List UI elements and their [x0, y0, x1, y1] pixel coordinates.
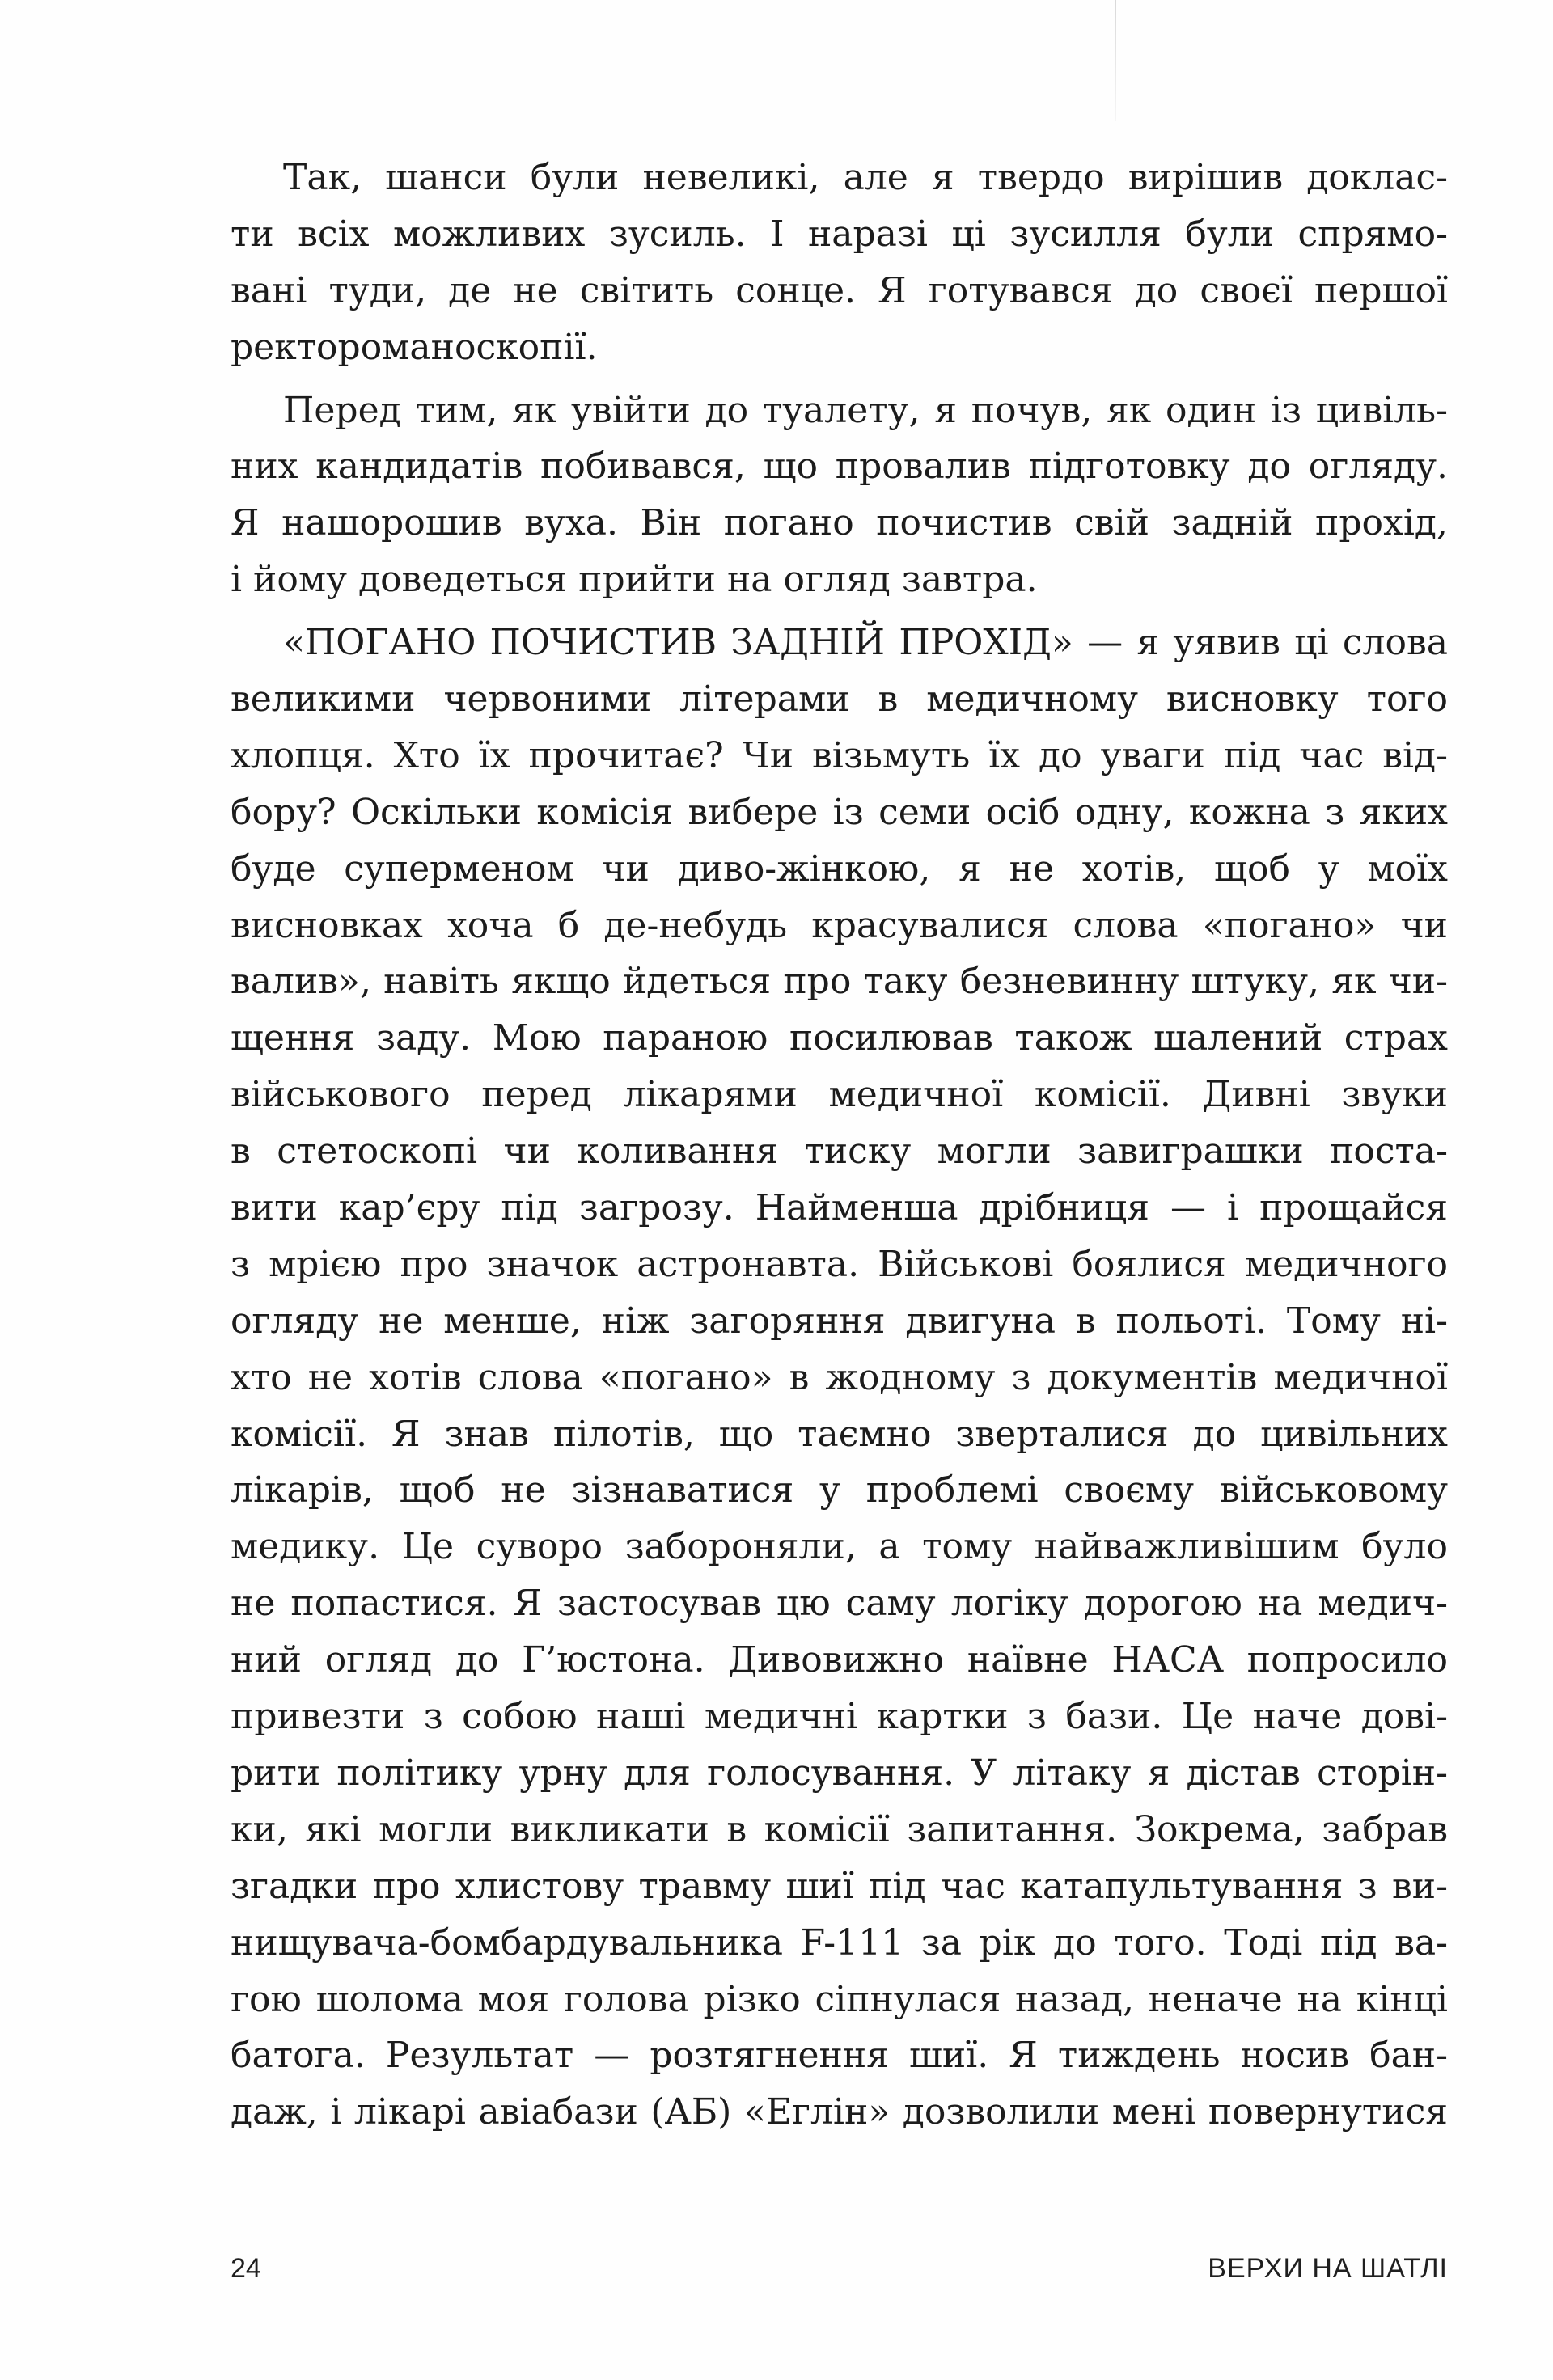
text-line: гою шолома моя голова різко сіпнулася назад, неначе на кінці	[231, 1978, 1448, 2020]
text-line: ректороманоскопії.	[231, 326, 598, 368]
text-line: комісії. Я знав пілотів, що таємно зверталися до цивільних	[231, 1413, 1448, 1455]
text-line: хлопця. Хто їх прочитає? Чи візьмуть їх до уваги під час від-	[231, 734, 1448, 776]
text-line: огляду не менше, ніж загоряння двигуна в польоті. Тому ні-	[231, 1300, 1448, 1342]
text-line: Перед тим, як увійти до туалету, я почув, як один із цивіль-	[283, 389, 1448, 431]
text-line: валив», навіть якщо йдеться про таку безневинну штуку, як чи-	[231, 961, 1448, 1003]
text-line: Я нашорошив вуха. Він погано почистив свій задній прохід,	[231, 502, 1448, 544]
text-line: привезти з собою наші медичні картки з бази. Це наче дові-	[231, 1696, 1448, 1738]
text-line: не попастися. Я застосував цю саму логіку дорогою на медич-	[231, 1583, 1448, 1625]
text-line: вані туди, де не світить сонце. Я готувався до своєї першої	[231, 269, 1448, 311]
text-line: хто не хотів слова «погано» в жодному з документів медичної	[231, 1356, 1448, 1398]
paragraph-1	[231, 150, 1448, 376]
text-line: військового перед лікарями медичної комісії. Дивні звуки	[231, 1074, 1448, 1116]
text-line: Так, шанси були невеликі, але я твердо вирішив доклас-	[283, 157, 1448, 198]
text-line: лікарів, щоб не зізнаватися у проблемі своєму військовому	[231, 1469, 1448, 1511]
text-line: нищувача-бомбардувальника F-111 за рік до того. Тоді під ва-	[231, 1921, 1448, 1964]
page-number: 24	[231, 2253, 261, 2284]
text-line: «ПОГАНО ПОЧИСТИВ ЗАДНІЙ ПРОХІД» — я уявив ці слова	[283, 622, 1448, 664]
text-line: них кандидатів побивався, що провалив підготовку до огляду.	[231, 446, 1448, 488]
text-line: з мрією про значок астронавта. Військові боялися медичного	[231, 1243, 1448, 1285]
text-line: рити політику урну для голосування. У літаку я дістав сторін-	[231, 1752, 1448, 1794]
text-line: вити кар’єру під загрозу. Найменша дрібниця — і прощайся	[231, 1187, 1448, 1229]
paragraph-3	[231, 615, 1448, 2141]
text-line: в стетоскопі чи коливання тиску могли завиграшки поста-	[231, 1131, 1448, 1173]
text-line: ний огляд до Г’юстона. Дивовижно наївне НАСА попросило	[231, 1639, 1448, 1681]
text-line: бору? Оскільки комісія вибере із семи осіб одну, кожна з яких	[231, 791, 1448, 833]
text-line: буде суперменом чи диво-жінкою, я не хотів, щоб у моїх	[231, 848, 1448, 890]
text-line: даж, і лікарі авіабази (АБ) «Еглін» дозволили мені повернутися	[231, 2091, 1448, 2133]
text-line: батога. Результат — розтягнення шиї. Я тиждень носив бан-	[231, 2035, 1448, 2077]
text-line: і йому доведеться прийти на огляд завтра.	[231, 559, 1038, 601]
text-line: згадки про хлистову травму шиї під час катапультування з ви-	[231, 1865, 1448, 1907]
paragraph-2	[231, 383, 1448, 609]
text-line: медику. Це суворо забороняли, а тому найважливішим було	[231, 1526, 1448, 1568]
body-text	[231, 150, 1448, 2141]
text-line: великими червоними літерами в медичному висновку того	[231, 678, 1448, 721]
text-line: висновках хоча б де-небудь красувалися слова «погано» чи	[231, 904, 1448, 946]
text-line: ти всіх можливих зусиль. І наразі ці зусилля були спрямо-	[231, 213, 1448, 255]
running-title: ВЕРХИ НА ШАТЛІ	[1208, 2253, 1448, 2284]
text-line: ки, які могли викликати в комісії запитання. Зокрема, забрав	[231, 1808, 1448, 1850]
text-line: щення заду. Мою параною посилював також шалений страх	[231, 1017, 1448, 1059]
page-crease	[1115, 0, 1116, 121]
